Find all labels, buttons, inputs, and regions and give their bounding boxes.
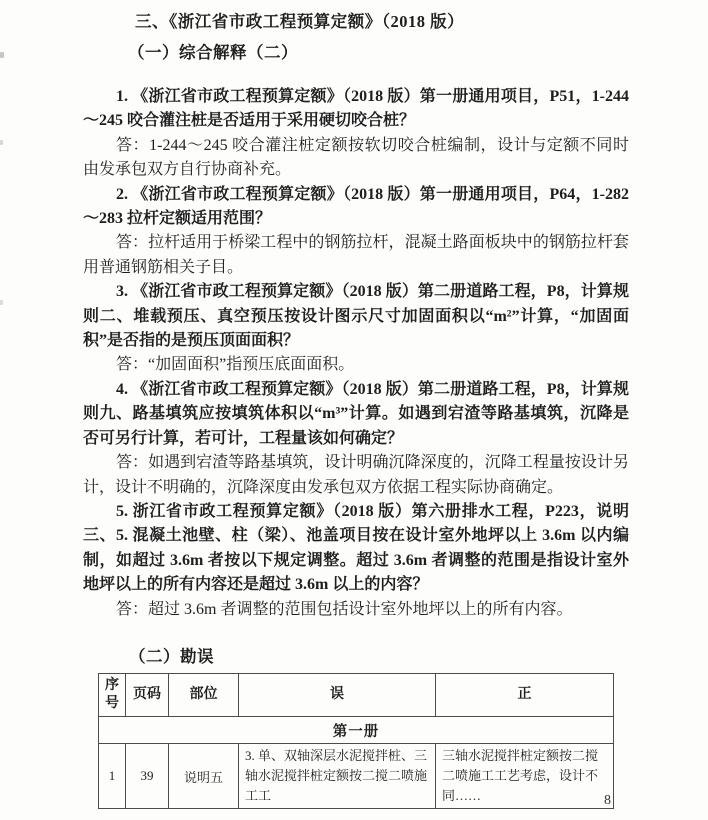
cell-no: 1 xyxy=(99,744,126,809)
question-2: 2. 《浙江省市政工程预算定额》（2018 版）第一册通用项目，P64，1-282～283 拉杆定额适用范围？ xyxy=(83,185,629,228)
section-heading: 三、《浙江省市政工程预算定额》（2018 版） xyxy=(135,12,465,31)
question-5: 5. 浙江省市政工程预算定额》（2018 版）第六册排水工程，P223，说明三、5. 混凝土池壁、柱（梁）、池盖项目按在设计室外地坪以上 3.6m 以内编制，如超过 3.6m 者按以下规定调整。超过 3.6m 者调整的范围是指设计室外地坪以上的所有内容还是超过 3.6m 以上的内容？ xyxy=(83,502,629,594)
col-header-wrong: 误 xyxy=(239,674,436,717)
answer-1: 答：1-244～245 咬合灌注桩定额按软切咬合桩编制，设计与定额不同时由发承包双方自行协商补充。 xyxy=(83,136,629,179)
errata-table xyxy=(98,673,614,809)
cell-part: 说明五 xyxy=(169,744,239,809)
page-number: 8 xyxy=(604,793,611,808)
col-header-right: 正 xyxy=(436,674,614,717)
answer-5: 答：超过 3.6m 者调整的范围包括设计室外地坪以上的所有内容。 xyxy=(116,600,573,618)
scan-speck xyxy=(0,52,4,58)
qa-block xyxy=(83,85,629,625)
question-4: 4. 《浙江省市政工程预算定额》（2018 版）第二册道路工程，P8，计算规则九、路基填筑应按填筑体积以“m³”计算。如遇到宕渣等路基填筑，沉降是否可另行计算，若可计，工程量该如何确定？ xyxy=(83,380,629,447)
question-3: 3. 《浙江省市政工程预算定额》（2018 版）第二册道路工程，P8，计算规则二、堆载预压、真空预压按设计图示尺寸加固面积以“m²”计算，“加固面积”是否指的是预压顶面面积？ xyxy=(83,283,629,350)
subsection-heading: （一）综合解释（二） xyxy=(128,43,298,62)
cell-page: 39 xyxy=(126,744,169,809)
question-1: 1. 《浙江省市政工程预算定额》（2018 版）第一册通用项目，P51，1-244～245 咬合灌注桩是否适用于采用硬切咬合桩？ xyxy=(83,88,629,130)
table-group-row xyxy=(99,717,614,744)
page-content xyxy=(83,10,629,809)
col-header-part: 部位 xyxy=(169,674,239,717)
errata-heading: （二）勘误 xyxy=(129,647,214,666)
scan-speck xyxy=(0,300,3,305)
cell-right: 三轴水泥搅拌桩定额按二搅二喷施工工艺考虑，设计不同…… xyxy=(436,744,614,809)
answer-2: 答：拉杆适用于桥梁工程中的钢筋拉杆，混凝土路面板块中的钢筋拉杆套用普通钢筋相关子目。 xyxy=(83,234,629,276)
answer-3: 答：“加固面积”指预压底面面积。 xyxy=(116,356,355,374)
col-header-page: 页码 xyxy=(126,674,169,717)
errata-table-header-row xyxy=(99,674,614,717)
table-row xyxy=(99,744,614,809)
group-label: 第一册 xyxy=(99,717,614,744)
col-header-no: 序号 xyxy=(99,674,126,717)
cell-wrong: 3. 单、双轴深层水泥搅拌桩、三轴水泥搅拌桩定额按二搅二喷施工工 xyxy=(239,744,436,809)
scan-speck xyxy=(0,140,3,145)
answer-4: 答：如遇到宕渣等路基填筑，设计明确沉降深度的，沉降工程量按设计另计，设计不明确的，沉降深度由发承包双方依据工程实际协商确定。 xyxy=(83,454,629,496)
